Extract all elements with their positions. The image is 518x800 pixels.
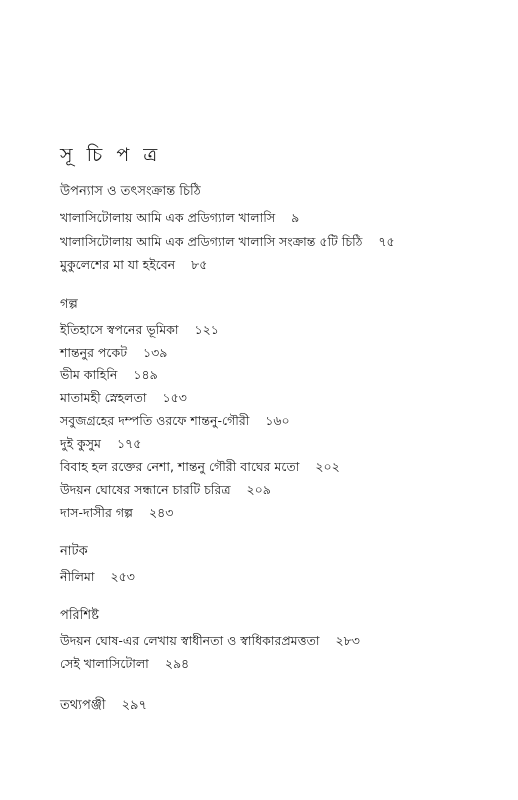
entry-title: সেই খালাসিটোলা	[60, 656, 149, 671]
toc-entry	[60, 321, 219, 339]
entry-title: সবুজগ্রহের দম্পতি ওরফে শান্তনু-গৌরী	[60, 413, 250, 428]
toc-entry	[60, 655, 189, 673]
entry-title: মুকুলেশের মা যা হইবেন	[60, 257, 176, 272]
entry-page-number: ৯	[291, 210, 300, 225]
entry-page-number: ২৮৩	[335, 633, 360, 648]
toc-entry	[60, 366, 158, 384]
entry-page-number: ২৪৩	[148, 505, 174, 520]
entry-page-number: ১২১	[194, 322, 219, 337]
entry-page-number: ২৫৩	[110, 569, 135, 584]
toc-entry	[60, 256, 207, 274]
entry-title: বিবাহ হল রক্তের নেশা, শান্তনু গৌরী বাঘের মতো	[60, 459, 300, 474]
toc-entry	[60, 458, 340, 476]
entry-page-number: ২০২	[315, 459, 340, 474]
entry-page-number: ১৪৯	[133, 367, 158, 382]
toc-entry	[60, 568, 135, 586]
entry-title: ভীম কাহিনি	[60, 367, 118, 382]
entry-title: দুই কুসুম	[60, 436, 101, 451]
entry-title: দাস-দাসীর গল্প	[60, 505, 133, 520]
entry-title: মাতামহী স্নেহলতা	[60, 390, 147, 405]
section-heading-drama: নাটক	[60, 544, 88, 559]
entry-page-number: ২৯৭	[121, 698, 147, 713]
entry-title: শান্তনুর পকেট	[60, 345, 128, 360]
toc-entry	[60, 435, 141, 453]
toc-entry	[60, 344, 167, 362]
entry-page-number: ১৭৫	[117, 436, 142, 451]
entry-title: ইতিহাসে স্বপনের ভূমিকা	[60, 322, 179, 337]
toc-entry-bibliography	[60, 697, 147, 715]
entry-title: উদয়ন ঘোষ-এর লেখায় স্বাধীনতা ও স্বাধিকারপ্রমত্ততা	[60, 633, 320, 648]
entry-title: খালাসিটোলায় আমি এক প্রডিগ্যাল খালাসি	[60, 210, 276, 225]
section-heading-appendix: পরিশিষ্ট	[60, 608, 99, 623]
entry-page-number: ২৯৪	[164, 656, 190, 671]
entry-page-number: ১৩৯	[143, 345, 168, 360]
toc-entry	[60, 389, 187, 407]
section-heading-stories: গল্প	[60, 297, 78, 312]
section-heading-novels: উপন্যাস ও তৎসংক্রান্ত চিঠি	[60, 184, 201, 199]
toc-entry	[60, 481, 271, 499]
toc-entry	[60, 209, 299, 227]
entry-page-number: ২০৯	[246, 482, 271, 497]
toc-title: সূ চি প ত্র	[60, 144, 162, 166]
entry-title: তথ্যপঞ্জী	[60, 698, 106, 713]
entry-page-number: ৮৫	[191, 257, 208, 272]
toc-entry	[60, 233, 395, 251]
entry-page-number: ১৫৩	[162, 390, 187, 405]
entry-title: খালাসিটোলায় আমি এক প্রডিগ্যাল খালাসি সংক্রান্ত ৫টি চিঠি	[60, 234, 363, 249]
toc-entry	[60, 412, 290, 430]
entry-page-number: ১৬০	[265, 413, 290, 428]
entry-title: উদয়ন ঘোষের সন্ধানে চারটি চরিত্র	[60, 482, 231, 497]
toc-entry	[60, 504, 173, 522]
entry-title: নীলিমা	[60, 569, 95, 584]
toc-entry	[60, 632, 360, 650]
entry-page-number: ৭৫	[378, 234, 395, 249]
